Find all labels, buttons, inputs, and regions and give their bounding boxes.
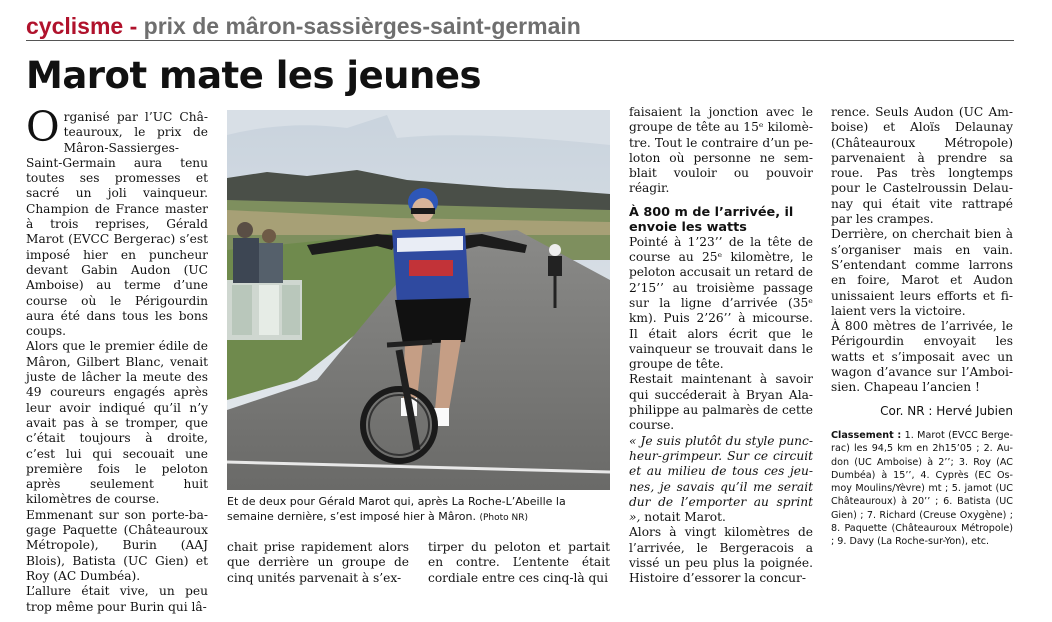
paragraph: faisaient la jonction avec le groupe de tête au 15ᵉ kilomètre. Tout le contraire d’un peloton où personne ne semblait vouloir ou pouvoir réagir. (629, 105, 813, 196)
drop-cap: O (26, 103, 60, 151)
results-text: 1. Marot (EVCC Bergerac) les 94,5 km en 2h15’05 ; 2. Audon (UC Amboise) à 2’’; 3. Roy (AC Dumbéa) à 15’’, 4. Cyprès (EC Osmoy Moulins/Yèvre) mt ; 5. jamot (UC Châteauroux) à 20’’ ; 6. Batista (UC Gien) ; 7. Richard (Creuse Oxygène) ; 8. Paquette (Châteauroux Métropole) ; 9. Davy (La Roche-sur-Yon), etc. (831, 429, 1014, 548)
paragraph: Restait maintenant à savoir qui succéderait à Bryan Alaphilippe au palmarès de cette course. (629, 372, 813, 433)
article-column-3 (428, 540, 610, 586)
paragraph: Alors que le premier édile de Mâron, Gilbert Blanc, venait juste de lâcher la meute des 49 coureurs engagés après leur avoir indiqué qu’il n’y avait pas à se tromper, que c’était toujours à droite, c’est lui qui secouait une première fois le peloton après seulement huit kilomètres de course. (26, 339, 208, 507)
paragraph: rence. Seuls Audon (UC Amboise) et Aloïs Delaunay (Châteauroux Métropole) parvenaient à prendre sa roue. Pas très longtemps pour le Castelroussin Delaunay qui était vite rattrapé par les crampes. (831, 105, 1013, 227)
paragraph: Pointé à 1’23’’ de la tête de course au 25ᵉ kilomètre, le peloton accusait un retard de 2’15’’ au troisième passage sur la ligne d’arrivée (35ᵉ km). Puis 2’26’’ à micourse. Il était alors écrit que le vainqueur se trouvait dans le groupe de tête. (629, 234, 813, 372)
quote-text: « Je suis plutôt du style puncheur-grimpeur. Sur ce circuit et au milieu de tous ces jeunes, je savais qu’il me serait dur de l’emporter au sprint », (629, 433, 813, 525)
article-column-4 (629, 105, 813, 587)
results-label: Classement : (831, 429, 902, 441)
article-column-2 (227, 540, 409, 586)
kicker-separator: - (123, 13, 144, 39)
race-photo (227, 110, 610, 490)
paragraph: Alors à vingt kilomètres de l’arrivée, le Bergeracois a vissé un peu plus la poignée. Histoire d’essorer la concur- (629, 525, 813, 586)
article-column-5 (831, 105, 1013, 549)
paragraph: À 800 mètres de l’arrivée, le Périgourdin envoyait les watts et s’imposait avec un wagon d’avance sur l’Amboisien. Chapeau l’ancien ! (831, 319, 1013, 395)
paragraph: Derrière, on cherchait bien à s’organiser mais en vain. S’entendant comme larrons en foire, Marot et Audon unissaient leurs efforts et filaient vers la victoire. (831, 227, 1013, 318)
article-subhead: À 800 m de l’arrivée, il envoie les watts (629, 204, 794, 235)
lead-paragraph (26, 103, 208, 339)
caption-text: Et de deux pour Gérald Marot qui, après La Roche-L’Abeille la semaine dernière, s’est imposé hier à Mâron. (227, 495, 566, 523)
author-signature: Cor. NR : Hervé Jubien (880, 403, 1013, 418)
article-headline: Marot mate les jeunes (26, 54, 481, 97)
cyclist-photo-image (227, 110, 610, 490)
photo-credit: (Photo NR) (479, 513, 528, 523)
photo-caption (227, 494, 610, 526)
paragraph: L’allure était vive, un peu trop même pour Burin qui lâ- (26, 584, 208, 614)
paragraph: Emmenant sur son porte-bagage Paquette (Châteauroux Métropole), Burin (AAJ Blois), Batista (UC Gien) et Roy (AC Dumbéa). (26, 507, 208, 583)
quote-paragraph (629, 434, 813, 526)
section-subtitle: prix de mâron-sassièrges-saint-germain (143, 13, 581, 39)
paragraph: chait prise rapidement alors que derrière un groupe de cinq unités parvenait à s’ex- (227, 540, 409, 585)
race-results (831, 429, 1013, 549)
lead-text: rganisé par l’UC Châteauroux, le prix de Mâron-Sassierges-Saint-Germain aura tenu toutes ses promesses et sacré un joli vainqueur. Champion de France master à trois reprises, Gérald Marot (EVCC Bergerac) s’est imposé hier en puncheur devant Gabin Audon (UC Amboise) au terme d’une course où le Périgourdin aura été dans tous les bons coups. (26, 110, 208, 339)
article-column-1 (26, 103, 208, 615)
section-category: cyclisme (26, 13, 124, 39)
paragraph: tirper du peloton et partait en contre. L’entente était cordiale entre ces cinq-là qui (428, 540, 610, 585)
section-kicker (26, 12, 1014, 41)
quote-attribution: notait Marot. (644, 510, 726, 525)
